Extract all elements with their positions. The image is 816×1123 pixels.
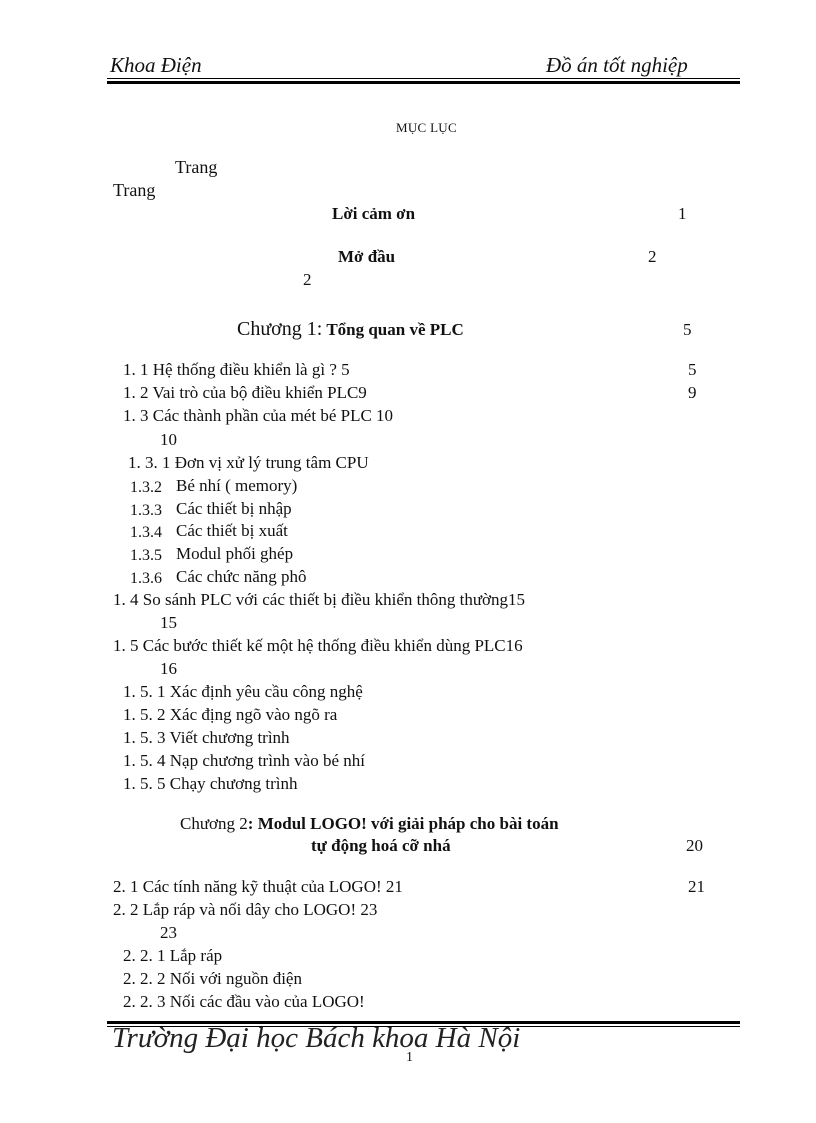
chapter-1-page: 5: [683, 320, 692, 339]
header-rule-thick: [107, 81, 740, 84]
chapter-1-heading: [237, 318, 464, 341]
toc-num-1-3-5: 1.3.5: [130, 547, 162, 564]
chapter-2-title-line2: tự động hoá cỡ nhá: [311, 836, 451, 855]
trang-label-2: Trang: [113, 180, 156, 200]
chapter-2-title-line1: : Modul LOGO! với giải pháp cho bài toán: [247, 814, 559, 833]
page-number: 1: [406, 1050, 413, 1065]
toc-page-1-4: 15: [160, 613, 177, 632]
toc-entry-loi-cam-on: Lời cảm ơn: [332, 204, 416, 223]
toc-item-1-5-4: 1. 5. 4 Nạp chương trình vào bé nhí: [123, 751, 365, 770]
toc-item-1-5-2: 1. 5. 2 Xác địng ngõ vào ngõ ra: [123, 705, 338, 724]
chapter-2-prefix: Chương 2: [180, 814, 248, 833]
toc-item-2-2-1: 2. 2. 1 Lắp ráp: [123, 946, 223, 965]
toc-page-1-5: 16: [160, 659, 177, 678]
toc-item-1-1: 1. 1 Hệ thống điều khiển là gì ? 5: [123, 360, 350, 379]
toc-page-mo-dau: 2: [648, 247, 657, 266]
trang-label-1: Trang: [175, 157, 218, 177]
footer-university: Trường Đại học Bách khoa Hà Nội: [112, 1022, 521, 1054]
header-rule-thin: [107, 78, 740, 79]
toc-num-1-3-4: 1.3.4: [130, 524, 162, 541]
header-left: Khoa Điện: [110, 53, 202, 77]
toc-item-1-5-3: 1. 5. 3 Viết chương trình: [123, 728, 290, 747]
toc-page-2-2: 23: [160, 923, 177, 942]
toc-item-1-3-2: Bé nhí ( memory): [176, 476, 298, 495]
toc-item-1-5: 1. 5 Các bước thiết kế một hệ thống điều khiển dùng PLC16: [113, 636, 523, 655]
toc-item-2-1: 2. 1 Các tính năng kỹ thuật của LOGO! 21: [113, 877, 403, 896]
header-right: Đồ án tốt nghiệp: [546, 53, 688, 77]
chapter-1-title: Tổng quan về PLC: [326, 320, 464, 339]
toc-page-1-3: 10: [160, 430, 177, 449]
toc-item-1-5-5: 1. 5. 5 Chạy chương trình: [123, 774, 298, 793]
toc-item-1-3-3: Các thiết bị nhập: [176, 499, 292, 518]
toc-page-mo-dau-extra: 2: [303, 270, 312, 289]
chapter-2-page: 20: [686, 836, 703, 855]
toc-num-1-3-2: 1.3.2: [130, 479, 162, 496]
toc-item-2-2-2: 2. 2. 2 Nối với nguồn điện: [123, 969, 302, 988]
toc-page-2-1: 21: [688, 877, 705, 896]
chapter-1-prefix: Chương 1:: [237, 318, 323, 340]
chapter-2-heading: [180, 814, 559, 834]
toc-page-1-1: 5: [688, 360, 697, 379]
toc-item-2-2: 2. 2 Lắp ráp và nối dây cho LOGO! 23: [113, 900, 378, 919]
toc-item-1-3-5: Modul phối ghép: [176, 544, 294, 563]
toc-item-1-5-1: 1. 5. 1 Xác định yêu cầu công nghệ: [123, 682, 363, 701]
toc-title: MỤC LỤC: [396, 120, 457, 135]
toc-num-1-3-3: 1.3.3: [130, 502, 162, 519]
toc-item-1-2: 1. 2 Vai trò của bộ điều khiển PLC9: [123, 383, 367, 402]
toc-item-1-3-6: Các chức năng phô: [176, 567, 307, 586]
toc-item-1-3: 1. 3 Các thành phần của mét bé PLC 10: [123, 406, 394, 425]
toc-item-1-3-1: 1. 3. 1 Đơn vị xử lý trung tâm CPU: [128, 453, 369, 472]
toc-page-1-2: 9: [688, 383, 697, 402]
toc-page-loi-cam-on: 1: [678, 204, 687, 223]
toc-entry-mo-dau: Mở đầu: [338, 247, 396, 266]
toc-item-2-2-3: 2. 2. 3 Nối các đầu vào của LOGO!: [123, 992, 365, 1011]
toc-item-1-3-4: Các thiết bị xuất: [176, 521, 288, 540]
toc-item-1-4: 1. 4 So sánh PLC với các thiết bị điều khiển thông thường15: [113, 590, 526, 609]
toc-num-1-3-6: 1.3.6: [130, 570, 162, 587]
